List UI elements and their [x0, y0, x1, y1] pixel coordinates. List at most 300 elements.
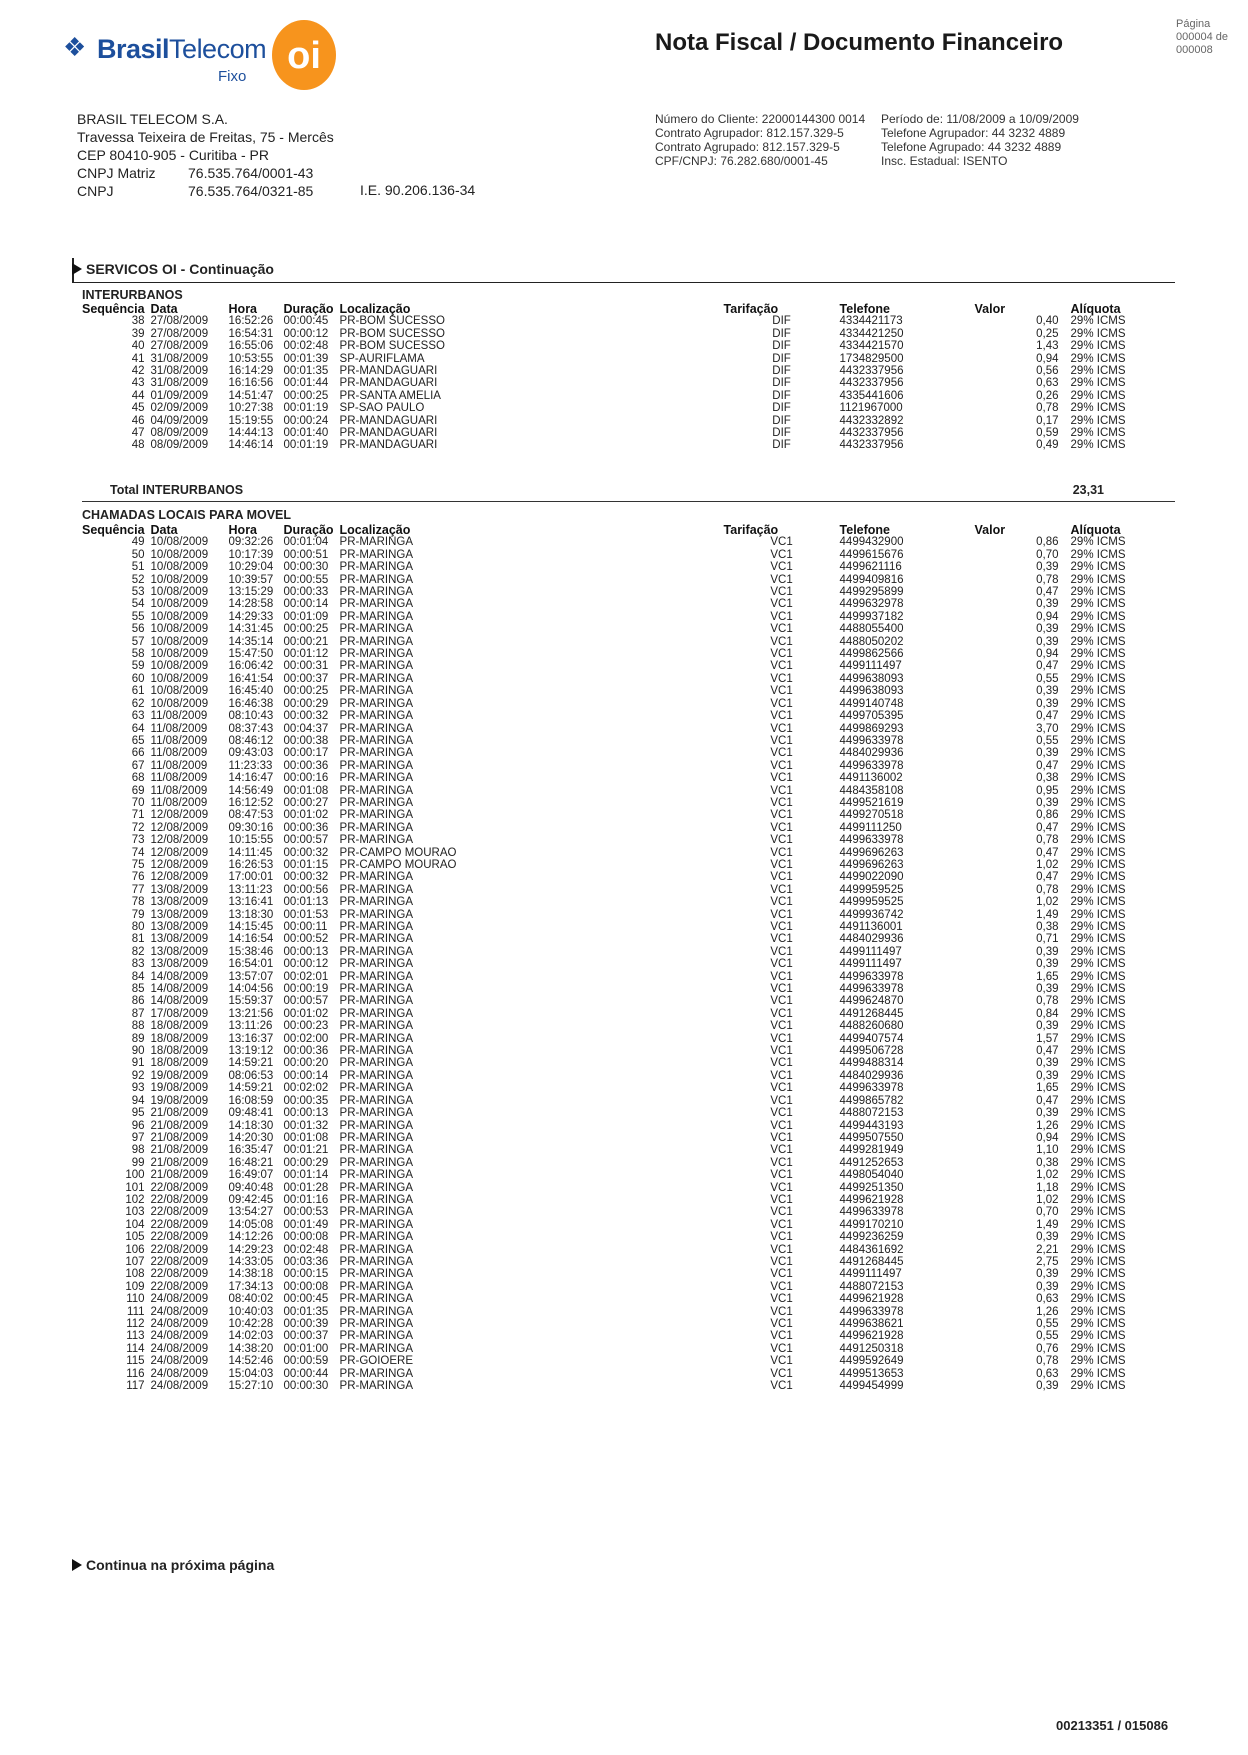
rate-cell: 29% ICMS: [1070, 377, 1126, 390]
col-date: Data: [150, 302, 178, 316]
date-cell: 22/08/2009: [150, 1280, 209, 1293]
rate-cell: 29% ICMS: [1070, 672, 1126, 685]
rate-cell: 29% ICMS: [1070, 1206, 1126, 1219]
table-row: [82, 1120, 1143, 1132]
date-cell: 24/08/2009: [150, 1293, 209, 1306]
rate-cell: 29% ICMS: [1070, 933, 1126, 946]
tariff-cell: VC1: [770, 834, 793, 847]
duration-cell: 00:01:32: [283, 1119, 329, 1132]
rate-cell: 29% ICMS: [1070, 1107, 1126, 1120]
value-cell: 0,39: [1036, 1268, 1059, 1281]
oi-logo: oi: [272, 20, 336, 90]
seq-cell: 84: [131, 970, 145, 983]
date-cell: 10/08/2009: [150, 548, 209, 561]
date-cell: 10/08/2009: [150, 672, 209, 685]
date-cell: 22/08/2009: [150, 1181, 209, 1194]
value-cell: 0,39: [1036, 958, 1059, 971]
location-cell: PR-MARINGA: [339, 573, 414, 586]
duration-cell: 00:01:35: [283, 365, 329, 378]
value-cell: 0,40: [1036, 315, 1059, 328]
duration-cell: 00:00:39: [283, 1318, 329, 1330]
time-cell: 10:15:55: [228, 834, 274, 847]
document-title: Nota Fiscal / Documento Financeiro: [655, 29, 1064, 56]
duration-cell: 00:03:36: [283, 1255, 329, 1268]
duration-cell: 00:00:36: [283, 759, 329, 772]
date-cell: 10/08/2009: [150, 648, 209, 661]
phone-cell: 4499111497: [839, 958, 902, 971]
tariff-cell: DIF: [772, 427, 791, 440]
value-cell: 0,39: [1036, 796, 1059, 809]
state-registration: Insc. Estadual: ISENTO: [881, 154, 1008, 168]
date-cell: 11/08/2009: [150, 772, 208, 785]
date-cell: 08/09/2009: [150, 427, 209, 440]
phone-cell: 4499432900: [839, 536, 904, 549]
value-cell: 0,39: [1036, 1057, 1059, 1070]
duration-cell: 00:00:19: [283, 983, 329, 996]
time-cell: 09:40:48: [228, 1181, 274, 1194]
time-cell: 13:19:12: [228, 1045, 274, 1058]
seq-cell: 64: [131, 722, 145, 735]
phone-cell: 4499281949: [839, 1144, 904, 1157]
rate-cell: 29% ICMS: [1070, 1342, 1126, 1355]
seq-cell: 80: [131, 921, 145, 933]
value-cell: 0,39: [1036, 945, 1059, 958]
duration-cell: 00:00:23: [283, 1020, 329, 1033]
phone-cell: 4484029936: [839, 933, 904, 946]
table-row: [82, 859, 1143, 871]
phone-cell: 4432337956: [839, 439, 904, 452]
rate-cell: 29% ICMS: [1070, 896, 1126, 909]
seq-cell: 59: [131, 660, 145, 673]
seq-cell: 111: [127, 1305, 145, 1318]
time-cell: 14:18:30: [228, 1119, 274, 1132]
location-cell: PR-MARINGA: [339, 945, 414, 958]
time-cell: 15:19:55: [228, 414, 274, 427]
value-cell: 0,59: [1036, 427, 1059, 440]
phone-cell: 1121967000: [839, 402, 903, 415]
rate-cell: 29% ICMS: [1070, 389, 1126, 402]
col-duration: Duração: [283, 302, 334, 316]
phone-cell: 4432337956: [839, 377, 904, 390]
phone-cell: 4488072153: [839, 1280, 904, 1293]
tariff-cell: VC1: [770, 1156, 793, 1169]
table-row: [82, 1070, 1143, 1082]
table-row: [82, 735, 1143, 747]
tariff-cell: VC1: [770, 1094, 793, 1107]
duration-cell: 00:01:19: [283, 402, 329, 415]
location-cell: PR-MARINGA: [339, 1107, 414, 1120]
location-cell: PR-MARINGA: [339, 1181, 414, 1194]
location-cell: PR-MARINGA: [339, 1293, 414, 1306]
col-value: Valor: [974, 523, 1006, 537]
seq-cell: 94: [131, 1094, 145, 1107]
location-cell: PR-MARINGA: [339, 784, 414, 797]
table-row: [82, 1033, 1143, 1045]
time-cell: 13:15:29: [228, 586, 274, 599]
location-cell: PR-MARINGA: [339, 983, 414, 996]
phone-cell: 4499454999: [839, 1380, 904, 1393]
duration-cell: 00:00:12: [283, 327, 329, 340]
duration-cell: 00:00:35: [283, 1094, 329, 1107]
table-row: [82, 1268, 1143, 1280]
phone-cell: 4488260680: [839, 1020, 904, 1033]
table-row: [82, 871, 1143, 883]
phone-cell: 4334421570: [839, 340, 904, 353]
duration-cell: 00:00:25: [283, 389, 329, 402]
seq-cell: 45: [131, 402, 145, 415]
time-cell: 16:12:52: [228, 796, 274, 809]
col-seq: Sequência: [82, 523, 145, 537]
time-cell: 17:00:01: [228, 871, 274, 884]
phone-cell: 1734829500: [839, 352, 904, 365]
duration-cell: 00:00:29: [283, 697, 329, 710]
cnpj-value: 76.535.764/0321-85: [188, 183, 314, 199]
location-cell: PR-MARINGA: [339, 734, 414, 747]
time-cell: 16:52:26: [228, 315, 274, 328]
location-cell: PR-MARINGA: [339, 1305, 414, 1318]
time-cell: 08:40:02: [228, 1293, 274, 1306]
time-cell: 15:38:46: [228, 945, 274, 958]
time-cell: 08:47:53: [228, 809, 274, 822]
rate-cell: 29% ICMS: [1070, 1094, 1126, 1107]
rate-cell: 29% ICMS: [1070, 1355, 1126, 1368]
rate-cell: 29% ICMS: [1070, 1243, 1126, 1256]
table-row: [82, 822, 1143, 834]
location-cell: PR-MARINGA: [339, 1045, 414, 1058]
customer-info-right: [881, 112, 1079, 168]
value-cell: 0,39: [1036, 1069, 1059, 1082]
rate-cell: 29% ICMS: [1070, 1045, 1126, 1058]
date-cell: 21/08/2009: [150, 1156, 209, 1169]
seq-cell: 113: [126, 1330, 145, 1343]
table-row: [82, 933, 1143, 945]
seq-cell: 102: [125, 1193, 145, 1206]
phone-cell: 4499111250: [839, 821, 902, 834]
value-cell: 0,78: [1036, 573, 1059, 586]
date-cell: 22/08/2009: [150, 1218, 209, 1231]
table-row: [82, 1082, 1143, 1094]
tariff-cell: DIF: [772, 315, 791, 328]
tariff-cell: VC1: [770, 883, 793, 896]
rate-cell: 29% ICMS: [1070, 1069, 1126, 1082]
value-cell: 0,55: [1036, 1330, 1059, 1343]
duration-cell: 00:01:35: [283, 1305, 329, 1318]
tariff-cell: VC1: [770, 1206, 793, 1219]
brasiltelecom-logo: [63, 28, 267, 90]
rate-cell: 29% ICMS: [1070, 1007, 1126, 1020]
phone-cell: 4499959525: [839, 896, 904, 909]
rate-cell: 29% ICMS: [1070, 315, 1126, 328]
rate-cell: 29% ICMS: [1070, 1268, 1126, 1281]
location-cell: PR-MARINGA: [339, 821, 414, 834]
time-cell: 13:11:23: [228, 883, 273, 896]
duration-cell: 00:02:01: [283, 970, 329, 983]
table-row: [82, 747, 1143, 759]
rate-cell: 29% ICMS: [1070, 759, 1126, 772]
value-cell: 0,71: [1036, 933, 1059, 946]
seq-cell: 49: [131, 536, 145, 549]
location-cell: PR-MARINGA: [339, 1144, 414, 1157]
phone-cell: 4499295899: [839, 586, 904, 599]
table-row: [82, 439, 1143, 451]
phone-cell: 4491252653: [839, 1156, 904, 1169]
tariff-cell: VC1: [770, 697, 793, 710]
table-row: [82, 315, 1143, 327]
table-row: [82, 983, 1143, 995]
rate-cell: 29% ICMS: [1070, 1380, 1126, 1393]
value-cell: 0,94: [1036, 352, 1059, 365]
location-cell: PR-MARINGA: [339, 548, 414, 561]
duration-cell: 00:00:44: [283, 1367, 329, 1380]
tariff-cell: VC1: [770, 1181, 793, 1194]
location-cell: PR-BOM SUCESSO: [339, 315, 445, 328]
seq-cell: 43: [131, 377, 145, 390]
location-cell: PR-MARINGA: [339, 1169, 414, 1182]
time-cell: 16:06:42: [228, 660, 274, 673]
phone-cell: 4484029936: [839, 1069, 904, 1082]
time-cell: 16:46:38: [228, 697, 274, 710]
phone-cell: 4499621928: [839, 1293, 904, 1306]
phone-cell: 4498054040: [839, 1169, 904, 1182]
phone-aggregator: Telefone Agrupador: 44 3232 4889: [881, 126, 1066, 140]
date-cell: 18/08/2009: [150, 1045, 209, 1058]
tariff-cell: VC1: [770, 1057, 793, 1070]
tariff-cell: DIF: [772, 414, 791, 427]
tariff-cell: VC1: [770, 945, 793, 958]
location-cell: PR-CAMPO MOURAO: [339, 846, 457, 859]
seq-cell: 86: [131, 995, 145, 1008]
locais-movel-table: [82, 524, 1143, 1392]
phone-cell: 4432337956: [839, 365, 904, 378]
location-cell: PR-MARINGA: [339, 1057, 414, 1070]
value-cell: 0,38: [1036, 921, 1059, 933]
value-cell: 0,26: [1036, 389, 1059, 402]
location-cell: PR-MARINGA: [339, 834, 414, 847]
rate-cell: 29% ICMS: [1070, 536, 1126, 549]
col-location: Localização: [339, 523, 411, 537]
location-cell: PR-MARINGA: [339, 908, 414, 921]
time-cell: 16:49:07: [228, 1169, 274, 1182]
location-cell: PR-MARINGA: [339, 722, 414, 735]
phone-cell: 4499696263: [839, 858, 904, 871]
date-cell: 21/08/2009: [150, 1131, 209, 1144]
tariff-cell: VC1: [770, 598, 793, 611]
date-cell: 13/08/2009: [150, 945, 209, 958]
tariff-cell: VC1: [770, 1330, 793, 1343]
time-cell: 15:47:50: [228, 648, 274, 661]
rate-cell: 29% ICMS: [1070, 439, 1126, 452]
tariff-cell: VC1: [770, 1367, 793, 1380]
rate-cell: 29% ICMS: [1070, 983, 1126, 996]
date-cell: 18/08/2009: [150, 1032, 209, 1045]
phone-cell: 4499633978: [839, 759, 904, 772]
duration-cell: 00:00:37: [283, 672, 329, 685]
duration-cell: 00:02:00: [283, 1032, 329, 1045]
time-cell: 15:59:37: [228, 995, 274, 1008]
location-cell: PR-MARINGA: [339, 1231, 414, 1244]
location-cell: PR-MARINGA: [339, 1380, 414, 1393]
date-cell: 24/08/2009: [150, 1305, 209, 1318]
tariff-cell: VC1: [770, 734, 793, 747]
seq-cell: 71: [131, 809, 145, 822]
value-cell: 0,63: [1036, 377, 1059, 390]
phone-cell: 4499633978: [839, 834, 904, 847]
date-cell: 11/08/2009: [150, 784, 208, 797]
rate-cell: 29% ICMS: [1070, 734, 1126, 747]
table-row: [82, 328, 1143, 340]
table-row: [82, 561, 1143, 573]
time-cell: 16:14:29: [228, 365, 274, 378]
seq-cell: 97: [131, 1131, 145, 1144]
tariff-cell: VC1: [770, 1193, 793, 1206]
col-tariff: Tarifação: [723, 302, 779, 316]
phone-cell: 4499705395: [839, 710, 904, 723]
rate-cell: 29% ICMS: [1070, 327, 1126, 340]
time-cell: 09:48:41: [228, 1107, 274, 1120]
location-cell: PR-MARINGA: [339, 871, 414, 884]
duration-cell: 00:01:16: [283, 1193, 329, 1206]
tariff-cell: VC1: [770, 1119, 793, 1132]
location-cell: PR-MARINGA: [339, 1119, 414, 1132]
phone-cell: 4499621928: [839, 1193, 904, 1206]
date-cell: 10/08/2009: [150, 536, 209, 549]
time-cell: 13:54:27: [228, 1206, 274, 1219]
tariff-cell: VC1: [770, 623, 793, 636]
seq-cell: 89: [131, 1032, 145, 1045]
value-cell: 0,78: [1036, 834, 1059, 847]
tariff-cell: VC1: [770, 1231, 793, 1244]
value-cell: 0,76: [1036, 1342, 1059, 1355]
seq-cell: 42: [131, 365, 145, 378]
duration-cell: 00:00:20: [283, 1057, 329, 1070]
phone-cell: 4499633978: [839, 1206, 904, 1219]
duration-cell: 00:00:12: [283, 958, 329, 971]
time-cell: 14:16:47: [228, 772, 274, 785]
tariff-cell: VC1: [770, 536, 793, 549]
seq-cell: 107: [125, 1255, 145, 1268]
phone-cell: 4499251350: [839, 1181, 904, 1194]
phone-cell: 4432332892: [839, 414, 904, 427]
location-cell: PR-MARINGA: [339, 635, 414, 648]
time-cell: 13:16:37: [228, 1032, 274, 1045]
seq-cell: 48: [131, 439, 145, 452]
rate-cell: 29% ICMS: [1070, 958, 1126, 971]
rate-cell: 29% ICMS: [1070, 1119, 1126, 1132]
duration-cell: 00:01:40: [283, 427, 329, 440]
page-label: Página: [1176, 18, 1211, 30]
tariff-cell: VC1: [770, 995, 793, 1008]
time-cell: 16:26:53: [228, 858, 274, 871]
company-info: [77, 110, 334, 200]
location-cell: PR-MARINGA: [339, 648, 414, 661]
phone-cell: 4499638093: [839, 672, 904, 685]
table-row: [82, 611, 1143, 623]
tariff-cell: VC1: [770, 970, 793, 983]
phone-cell: 4499170210: [839, 1218, 904, 1231]
duration-cell: 00:00:17: [283, 747, 329, 760]
duration-cell: 00:01:39: [283, 352, 329, 365]
time-cell: 15:04:03: [228, 1367, 274, 1380]
date-cell: 27/08/2009: [150, 340, 209, 353]
table-row: [82, 995, 1143, 1007]
phone-cell: 4499507550: [839, 1131, 904, 1144]
phone-cell: 4499488314: [839, 1057, 904, 1070]
date-cell: 24/08/2009: [150, 1318, 209, 1330]
value-cell: 0,78: [1036, 402, 1059, 415]
duration-cell: 00:00:32: [283, 871, 329, 884]
date-cell: 01/09/2009: [150, 389, 209, 402]
duration-cell: 00:00:30: [283, 1380, 329, 1393]
time-cell: 16:16:56: [228, 377, 274, 390]
duration-cell: 00:00:14: [283, 1069, 329, 1082]
tariff-cell: VC1: [770, 1355, 793, 1368]
date-cell: 11/08/2009: [150, 796, 208, 809]
seq-cell: 78: [131, 896, 145, 909]
seq-cell: 58: [131, 648, 145, 661]
rate-cell: 29% ICMS: [1070, 1367, 1126, 1380]
time-cell: 14:38:20: [228, 1342, 274, 1355]
seq-cell: 92: [131, 1069, 145, 1082]
table-row: [82, 809, 1143, 821]
tariff-cell: VC1: [770, 586, 793, 599]
table-row: [82, 971, 1143, 983]
rate-cell: 29% ICMS: [1070, 1318, 1126, 1330]
time-cell: 09:43:03: [228, 747, 274, 760]
phone-cell: 4499624870: [839, 995, 904, 1008]
seq-cell: 95: [131, 1107, 145, 1120]
phone-cell: 4484361692: [839, 1243, 904, 1256]
duration-cell: 00:00:56: [283, 883, 329, 896]
location-cell: PR-MARINGA: [339, 586, 414, 599]
phone-cell: 4499270518: [839, 809, 904, 822]
tariff-cell: VC1: [770, 1169, 793, 1182]
rate-cell: 29% ICMS: [1070, 1020, 1126, 1033]
tariff-cell: VC1: [770, 1293, 793, 1306]
time-cell: 16:48:21: [228, 1156, 274, 1169]
duration-cell: 00:00:57: [283, 995, 329, 1008]
rate-cell: 29% ICMS: [1070, 1218, 1126, 1231]
tariff-cell: VC1: [770, 1045, 793, 1058]
table-row: [82, 1169, 1143, 1181]
date-cell: 13/08/2009: [150, 921, 209, 933]
location-cell: SP-AURIFLAMA: [339, 352, 425, 365]
table-row: [82, 1008, 1143, 1020]
tariff-cell: VC1: [770, 1007, 793, 1020]
table-row: [82, 1281, 1143, 1293]
duration-cell: 00:01:15: [283, 858, 329, 871]
location-cell: PR-MARINGA: [339, 809, 414, 822]
value-cell: 0,94: [1036, 610, 1059, 623]
table-row: [82, 909, 1143, 921]
tariff-cell: VC1: [770, 846, 793, 859]
location-cell: PR-MARINGA: [339, 1218, 414, 1231]
phone-cell: 4491268445: [839, 1007, 904, 1020]
phone-aggregated: Telefone Agrupado: 44 3232 4889: [881, 140, 1062, 154]
value-cell: 0,39: [1036, 561, 1059, 574]
seq-cell: 62: [131, 697, 145, 710]
date-cell: 10/08/2009: [150, 660, 209, 673]
seq-cell: 53: [131, 586, 145, 599]
duration-cell: 00:01:28: [283, 1181, 329, 1194]
location-cell: PR-MARINGA: [339, 1193, 414, 1206]
tariff-cell: VC1: [770, 809, 793, 822]
value-cell: 0,39: [1036, 1020, 1059, 1033]
phone-cell: 4499865782: [839, 1094, 904, 1107]
date-cell: 31/08/2009: [150, 352, 209, 365]
location-cell: PR-MARINGA: [339, 883, 414, 896]
date-cell: 21/08/2009: [150, 1119, 209, 1132]
tariff-cell: DIF: [772, 340, 791, 353]
